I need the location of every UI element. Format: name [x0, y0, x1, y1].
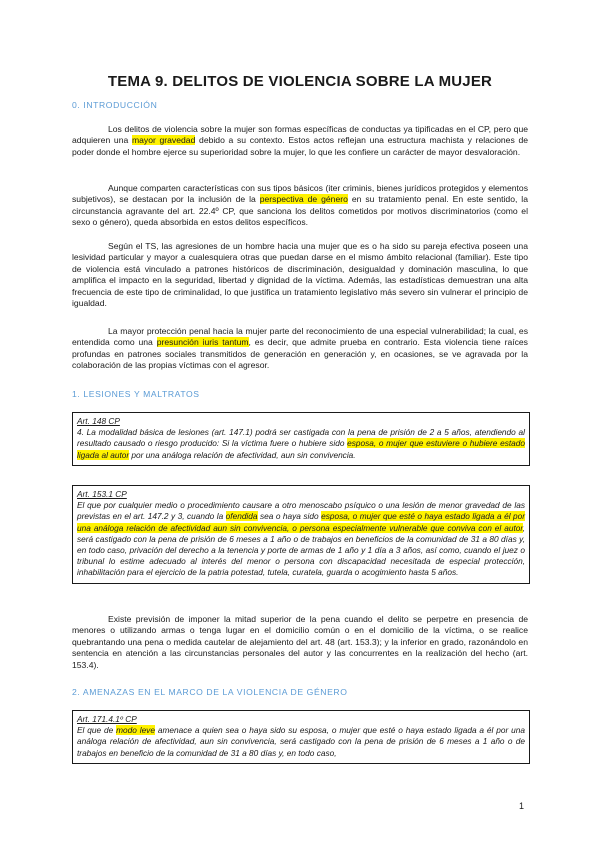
page-title: TEMA 9. DELITOS DE VIOLENCIA SOBRE LA MUJER	[107, 73, 493, 90]
section-heading-amenazas: 2. AMENAZAS EN EL MARCO DE LA VIOLENCIA DE GÉNERO	[72, 687, 348, 697]
paragraph-1	[72, 124, 528, 158]
paragraph-text: Según el TS, las agresiones de un hombre hacia una mujer que es o ha sido su pareja efectiva poseen una lesividad particular y mayor a cualesquiera otras que puedan darse en el mismo ámbito relacional (familiar). Este tipo de violencia está vinculado a patrones históricos de discriminación, desigualdad y dominación masculina, lo que amplifica el impacto en la seguridad, libertad y dignidad de la víctima. Además, las estadísticas demuestran una alta frecuencia de este tipo de criminalidad, lo que justifica un tratamiento legislativo más severo sin vulnerar el principio de igualdad.	[72, 241, 528, 309]
article-text	[77, 725, 525, 759]
paragraph-text: en su tratamiento penal. En este sentido, la circunstancia agravante del art. 22.4º CP, que sanciona los delitos cometidos por motivos discriminatorios (como el sexo o género), queda absorbida en estos delitos específicos.	[72, 194, 528, 228]
highlight-modo-leve: modo leve	[116, 725, 155, 736]
article-text-part: por una análoga relación de afectividad, aun sin convivencia.	[129, 449, 356, 460]
paragraph-4	[72, 326, 528, 372]
paragraph-text: Existe previsión de imponer la mitad superior de la pena cuando el delito se perpetre en presencia de menores o utilizando armas o tenga lugar en el domicilio común o en el domicilio de la víctima, o se realice quebrantando una pena o medida cautelar de alejamiento del art. 48 (art. 153.3); y la inferior en grado, razonándolo en sentencia en atención a las circunstancias personales del autor y las concurrentes en la realización del hecho (art. 153.4).	[72, 614, 528, 670]
article-text-part: El que por cualquier medio o procedimiento causare a otro menoscabo psíquico o una lesión de menor gravedad de las previstas en el art. 147.2 y 3, cuando la	[77, 500, 525, 522]
article-reference: Art. 148 CP	[77, 416, 120, 426]
article-text	[77, 500, 525, 578]
highlight-esposa-mujer: esposa, o mujer que esté o haya estado ligada a él por una análoga relación de afectividad aun sin convivencia, o persona especialmente vulnerable que conviva con el autor	[77, 511, 526, 533]
article-box-171-4	[72, 710, 530, 764]
article-box-153-1	[72, 485, 530, 584]
article-text-part: amenace a quien sea o haya sido su esposa, o mujer que esté o haya estado ligada a él por una análoga relación de afectividad, aun sin convivencia, será castigado con la pena de prisión de 6 meses a 1 año o de trabajos en beneficio de la comunidad de 31 a 80 días y, en todo caso,	[77, 725, 525, 758]
article-box-148	[72, 412, 530, 466]
paragraph-5	[72, 614, 528, 671]
highlight-ofendida: ofendida	[225, 511, 258, 522]
article-text	[77, 427, 525, 461]
paragraph-text: Los delitos de violencia sobre la mujer son formas específicas de conductas ya tipificadas en el CP, pero que adquieren una	[72, 124, 528, 146]
article-text-part: sea o haya sido	[257, 511, 322, 522]
article-text-part: , será castigado con la pena de prisión de 6 meses a 1 año o de trabajos en beneficios de la comunidad de 31 a 80 días y, en todo caso, privación del derecho a la tenencia y porte de armas de 1 año y 1 día a 3 años, así como, cuando el juez o tribunal lo estime adecuado al interés del menor o persona con discapacidad necesitada de especial protección, inhabilitación para el ejercicio de la patria potestad, tutela, curatela, guarda o acogimiento hasta 5 años.	[77, 522, 525, 578]
page-number: 1	[519, 801, 525, 811]
section-heading-lesiones: 1. LESIONES Y MALTRATOS	[72, 389, 200, 399]
highlight-mayor-gravedad: mayor gravedad	[131, 135, 196, 146]
highlight-perspectiva-genero: perspectiva de género	[259, 194, 348, 205]
article-reference: Art. 171.4.1º CP	[77, 714, 137, 724]
paragraph-text: Aunque comparten características con sus tipos básicos (iter criminis, bienes jurídicos protegidos y elementos subjetivos), se destacan por la inclusión de la	[72, 183, 528, 205]
article-reference: Art. 153.1 CP	[77, 489, 127, 499]
paragraph-2	[72, 183, 528, 229]
section-heading-introduccion: 0. INTRODUCCIÓN	[72, 100, 158, 110]
article-text-part: El que de	[77, 725, 117, 736]
highlight-presuncion: presunción iuris tantum	[156, 337, 249, 348]
paragraph-text: , es decir, que admite prueba en contrario. Esta violencia tiene raíces profundas en patrones sociales transmitidos de generación en generación y, en ocasiones, se ve agravada por la colaboración de las propias víctimas con el agresor.	[72, 337, 528, 371]
article-text-part: 4. La modalidad básica de lesiones (art. 147.1) podrá ser castigada con la pena de prisión de 2 a 5 años, atendiendo al resultado causado o riesgo producido: Si la víctima fuere o hubiere sido	[77, 427, 525, 449]
highlight-esposa: esposa, o mujer que estuviere o hubiere estado ligada al autor	[77, 438, 525, 460]
paragraph-3	[72, 241, 528, 309]
paragraph-text: La mayor protección penal hacia la mujer parte del reconocimiento de una especial vulnerabilidad; la cual, es entendida como una	[72, 326, 528, 348]
paragraph-text: debido a su contexto. Estos actos reflejan una estructura machista y relaciones de poder donde el hombre ejerce su superioridad sobre la mujer, lo que les confiere un carácter de mayor desvaloración.	[72, 135, 529, 157]
